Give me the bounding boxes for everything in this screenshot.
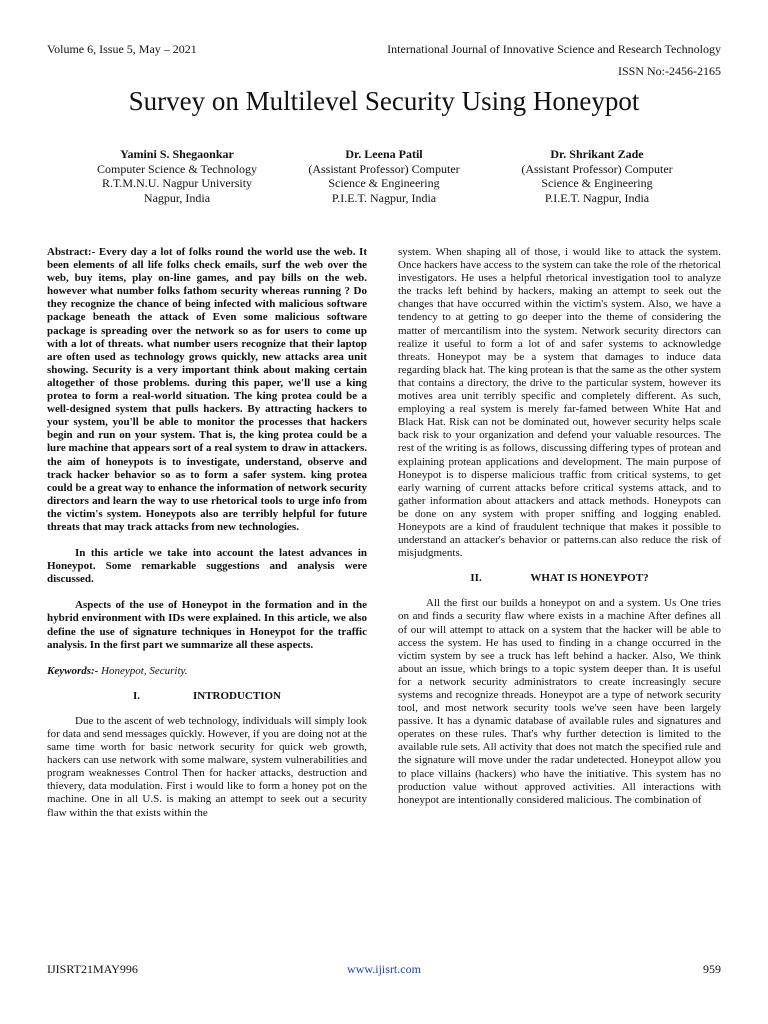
- author-name: Dr. Leena Patil: [345, 147, 423, 161]
- author-affiliation: R.T.M.N.U. Nagpur University: [101, 176, 253, 190]
- section-heading-what-is-honeypot: [398, 572, 721, 585]
- left-column: [47, 246, 367, 820]
- keywords-label: Keywords:-: [47, 664, 99, 677]
- journal-url[interactable]: www.ijisrt.com: [347, 962, 421, 976]
- body-paragraph: system. When shaping all of those, i would like to attack the system. Once hackers have access to the system can take the role of the rhetorical investigators. He uses a helpful rhetorical investigation tool to analyze the tracks left behind by hackers, making an attempt to seek out the changes that have occurred within the victim's system. Also, we have a tendency to at getting to go deeper into the theme of considering the matter of mercantilism into the system. Network security directors can realize it useful to form a lot of and safer systems to acknowledge threats. Honeypot may be a system that damages to induce data regarding black hat. The king protean is that the same as the other system that contains a directory, the drive to the particular system, however its motives area unit terribly specific and completely different. As such, employing a real system is merely far-famed between White Hat and Black Hat. Risk can not be dominated out, however security helps scale back risk to your organization and defend your valuable resources. The rest of the writing is as follows, discussing differing types of protean and explaining protean applications and development. The main purpose of Honeypot is to disperse malicious traffic from critical systems, to get early warning of current attacks before critical systems attack, and to gather information about attackers and attack methods. Honeypots can be done on any system with proper sniffing and logging enabled. Honeypots are a kind of fraudulent technique that makes it possible to understand an attacker's behavior or patterns.can also reduce the risk of misjudgments.: [398, 246, 721, 560]
- page-number: 959: [703, 962, 721, 976]
- author-3: [497, 147, 697, 205]
- volume-info: Volume 6, Issue 5, May – 2021: [47, 42, 197, 56]
- author-1: [77, 147, 277, 205]
- paper-id: IJISRT21MAY996: [47, 962, 138, 976]
- author-affiliation: P.I.E.T. Nagpur, India: [544, 190, 650, 205]
- section-heading-introduction: [47, 690, 367, 703]
- abstract-paragraph: Aspects of the use of Honeypot in the formation and in the hybrid environment with IDs were explained. In this article, we also define the use of signature techniques in Honeypot for the traffic analysis. In the first part we summarize all these aspects.: [47, 599, 367, 651]
- keywords: [47, 665, 367, 678]
- issn: ISSN No:-2456-2165: [617, 64, 721, 78]
- author-affiliation: (Assistant Professor) Computer: [308, 161, 460, 176]
- author-affiliation: Computer Science & Technology: [97, 161, 257, 176]
- journal-name: International Journal of Innovative Science and Research Technology: [387, 42, 721, 56]
- section-title: WHAT IS HONEYPOT?: [530, 572, 649, 585]
- author-affiliation: Science & Engineering: [328, 176, 440, 190]
- paper-title: Survey on Multilevel Security Using Honeypot: [128, 86, 640, 116]
- author-affiliation: (Assistant Professor) Computer: [521, 161, 673, 176]
- author-name: Dr. Shrikant Zade: [550, 147, 644, 161]
- author-affiliation: Science & Engineering: [541, 176, 653, 190]
- author-affiliation: Nagpur, India: [143, 190, 211, 205]
- body-paragraph: All the first our builds a honeypot on and a system. Us One tries on and finds a security flaw where exists in a machine After defines all of our will attempt to attack on a system that the hacker will be able to access the system. He has used to finding in a change occurred in the victim system by see a truck has left behind a hacker. Also, We think about an issue, which brings to a topic system deeper than. It is useful for a network security administrators to create increasingly secure systems and recognize threads. Honeypot are a type of network security tool, and most network security tools we've seen have been largely passive. It has a dynamic database of available rules and signatures and operates on these rules. That's why further detection is limited to the available rule sets. All activity that does not match the specified rule and the signature will move under the radar undetected. Honeypot allow you to place villains (hackers) who have the initiative. This system has no production value without approved activities. All interactions with honeypot are intentionally considered malicious. The combination of: [398, 597, 721, 806]
- body-paragraph: Due to the ascent of web technology, individuals will simply look for data and send messages quickly. However, if you are doing not at the same time worth for basic network security for quick web growth, hackers can use network with some malware, system vulnerabilities and program weaknesses Control Then for hacker attacks, destruction and thievery, data modulation. First i would like to form a honey pot on the machine. One in all U.S. is making an attempt to seek out a security flaw within the that exists within the: [47, 714, 367, 819]
- abstract-paragraph: In this article we take into account the latest advances in Honeypot. Some remarkable suggestions and analysis were discussed.: [47, 547, 367, 586]
- section-number: I.: [132, 689, 141, 702]
- author-2: [284, 147, 484, 205]
- author-affiliation: P.I.E.T. Nagpur, India: [331, 190, 437, 205]
- right-column: [398, 246, 721, 807]
- section-number: II.: [470, 572, 482, 585]
- keywords-value: Honeypot, Security.: [98, 664, 188, 677]
- section-title: INTRODUCTION: [192, 689, 281, 702]
- abstract-paragraph: Abstract:- Every day a lot of folks round the world use the web. It been elements of all life folks check emails, surf the web over the web, buy items, play on-line games, and pay bills on the web. however what number folks fathom security whereas running ? Do they recognize the chance of being infected with malicious software package beneath the attack of Even some malicious software package is spreading over the network so as for users to come up with a lot of threats. what number users recognize that their laptop are often used as technology grows quickly, new attacks area unit showing. Security is a very important think about making certain altogether of those problems. during this paper, we'll use a king protea to form a real-world situation. The king protea could be a well-designed system that pulls hackers. By attracting hackers to your system, you'll be able to monitor the processes that hackers begin and run on your system. That is, the king protea could be a lure machine that appears sort of a real system to draw in attackers. the aim of honeypots is to investigate, understand, observe and track hacker behavior so as to form a safer system. king protea could be a great way to enhance the information of network security directors and learn the way to use rhetorical tools to urge info from the victim's system. Honeypots also are terribly helpful for future threats that may track attacks from new technologies.: [47, 246, 367, 533]
- author-name: Yamini S. Shegaonkar: [120, 147, 234, 161]
